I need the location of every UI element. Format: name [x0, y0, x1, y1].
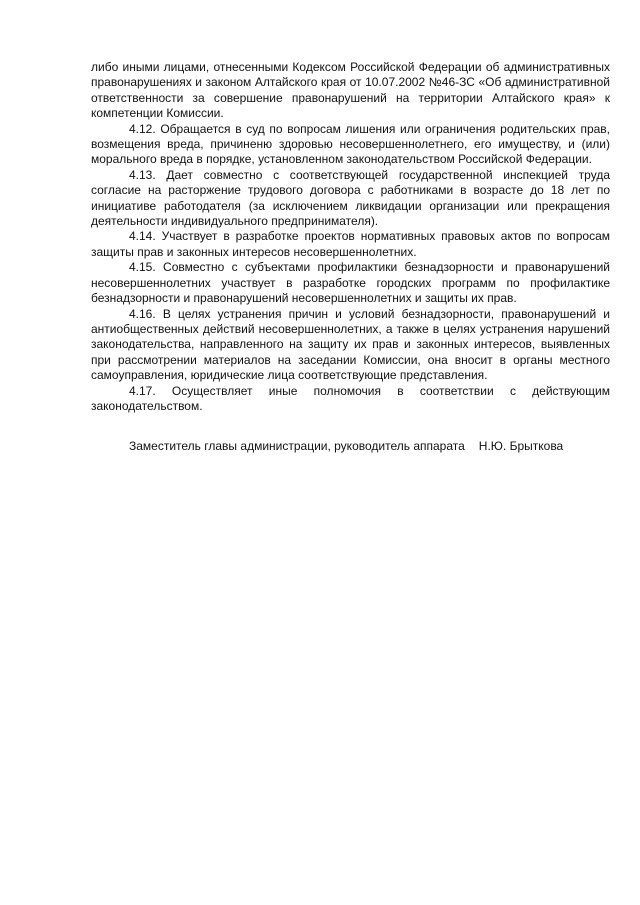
paragraph-intro-continuation: либо иными лицами, отнесенными Кодексом Российской Федерации об административных правонарушениях и законом Алтайского края от 10.07.2002 №46-ЗС «Об административной ответственности за совершение правонарушений на территории Алтайского края» к компетенции Комиссии. [91, 60, 610, 121]
paragraph-item-4-16: 4.16. В целях устранения причин и условий безнадзорности, правонарушений и антиобщественных действий несовершеннолетних, а также в целях устранения нарушений законодательства, направленного на защиту их прав и законных интересов, выявленных при рассмотрении материалов на заседании Комиссии, она вносит в органы местного самоуправления, юридические лица соответствующие представления. [91, 306, 610, 383]
signature-name: Н.Ю. Брыткова [478, 439, 564, 454]
signature-position: Заместитель главы администрации, руководитель аппарата [129, 439, 465, 454]
signature-block [129, 439, 610, 454]
paragraph-item-4-13: 4.13. Дает совместно с соответствующей государственной инспекцией труда согласие на расторжение трудового договора с работниками в возрасте до 18 лет по инициативе работодателя (за исключением ликвидации организации или прекращения деятельности индивидуального предпринимателя). [91, 167, 610, 229]
document-page [91, 60, 610, 455]
paragraph-item-4-15: 4.15. Совместно с субъектами профилактики безнадзорности и правонарушений несовершеннолетних участвует в разработке городских программ по профилактике безнадзорности и правонарушений несовершеннолетних и защиты их прав. [91, 260, 610, 306]
paragraph-item-4-14: 4.14. Участвует в разработке проектов нормативных правовых актов по вопросам защиты прав и законных интересов несовершеннолетних. [91, 229, 610, 259]
paragraph-item-4-17: 4.17. Осуществляет иные полномочия в соответствии с действующим законодательством. [91, 383, 610, 413]
paragraph-item-4-12: 4.12. Обращается в суд по вопросам лишения или ограничения родительских прав, возмещения вреда, причиненю здоровью несовершеннолетнего, его имуществу, и (или) морального вреда в порядке, установленном законодательством Российской Федерации. [91, 121, 610, 167]
